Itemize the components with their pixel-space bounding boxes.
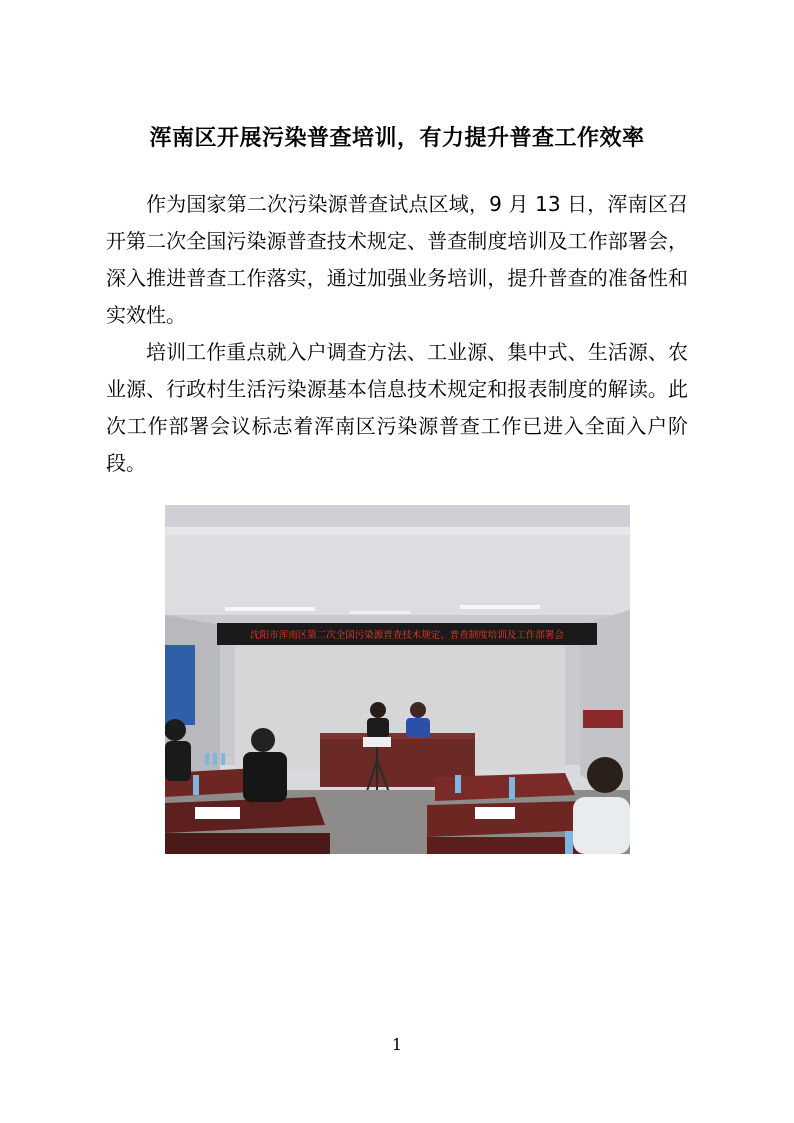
- paragraph-1: 作为国家第二次污染源普查试点区域，9 月 13 日，浑南区召开第二次全国污染源普查技术规定、普查制度培训及工作部署会，深入推进普查工作落实，通过加强业务培训，提升普查的准备性和实效性。: [106, 192, 688, 327]
- paragraph-2: 培训工作重点就入户调查方法、工业源、集中式、生活源、农业源、行政村生活污染源基本信息技术规定和报表制度的解读。此次工作部署会议标志着浑南区污染源普查工作已进入全面入户阶段。: [106, 340, 688, 475]
- led-banner-text: 沈阳市浑南区第二次全国污染源普查技术规定、普查制度培训及工作部署会: [250, 630, 564, 641]
- page-number: 1: [391, 1035, 403, 1054]
- document-title: 浑南区开展污染普查培训，有力提升普查工作效率: [149, 125, 645, 151]
- document-body: [106, 186, 688, 482]
- meeting-photo: [165, 505, 630, 854]
